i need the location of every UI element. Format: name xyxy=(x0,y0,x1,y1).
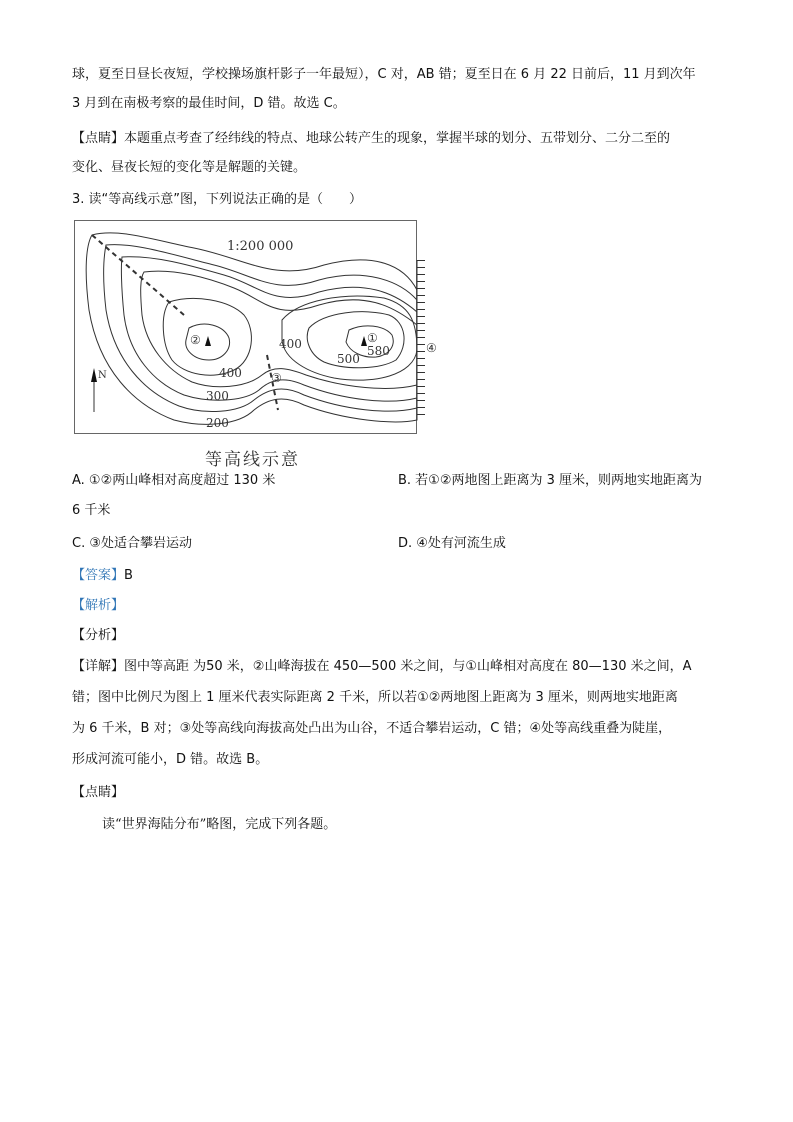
analysis-label: 【解析】 xyxy=(72,598,125,613)
contour-map-figure xyxy=(74,220,440,435)
contour-250 xyxy=(104,245,417,412)
label-point-4: ④ xyxy=(426,341,437,355)
answer-line xyxy=(72,567,133,585)
option-b: B. 若①②两地图上距离为 3 厘米，则两地实地距离为 xyxy=(398,473,703,488)
peak-icon xyxy=(205,336,211,346)
detail-paragraph: 为 6 千米，B 对；③处等高线向海拔高处凸出为山谷，不适合攀岩运动，C 错；④处等高线重叠为陡崖， xyxy=(72,721,672,736)
detail-paragraph: 形成河流可能小，D 错。故选 B。 xyxy=(72,752,269,767)
label-500: 500 xyxy=(337,352,360,366)
tip-paragraph: 【点睛】本题重点考查了经纬线的特点、地球公转产生的现象，掌握半球的划分、五带划分、二分二至的 xyxy=(72,131,671,146)
detail-paragraph: 错；图中比例尺为图上 1 厘米代表实际距离 2 千米，所以若①②两地图上距离为 3 厘米，则两地实地距离 xyxy=(72,690,678,705)
label-300: 300 xyxy=(206,389,229,403)
north-label: N xyxy=(98,370,107,381)
contour-400-left xyxy=(163,298,251,375)
option-b-cont: 6 千米 xyxy=(72,503,111,518)
question-stem: 3. 读“等高线示意”图，下列说法正确的是（ ） xyxy=(72,192,363,207)
label-peak-2: ② xyxy=(190,333,201,347)
label-peak-1: ① xyxy=(367,331,378,345)
answer-label: 【答案】 xyxy=(72,568,125,583)
option-d: D. ④处有河流生成 xyxy=(398,536,506,551)
label-200: 200 xyxy=(206,416,229,430)
detail-paragraph: 【详解】图中等高距 为50 米，②山峰海拔在 450—500 米之间，与①山峰相对高度在 80—130 米之间，A xyxy=(72,659,692,674)
map-scale: 1:200 000 xyxy=(227,239,294,254)
label-400-right: 400 xyxy=(279,337,302,351)
label-400-left: 400 xyxy=(219,366,242,380)
fenxi-label: 【分析】 xyxy=(72,628,125,643)
text-line: 球，夏至日昼长夜短，学校操场旗杆影子一年最短），C 对，AB 错；夏至日在 6 月 22 日前后，11 月到次年 xyxy=(72,67,696,82)
answer-value: B xyxy=(124,568,133,583)
tip-paragraph: 变化、昼夜长短的变化等是解题的关键。 xyxy=(72,160,307,175)
label-point-3: ③ xyxy=(271,371,282,385)
text-line: 3 月到在南极考察的最佳时间，D 错。故选 C。 xyxy=(72,96,346,111)
label-580: 580 xyxy=(367,344,390,358)
option-c: C. ③处适合攀岩运动 xyxy=(72,536,192,551)
contour-200 xyxy=(86,233,417,424)
figure-caption: 等高线示意 xyxy=(205,450,300,470)
tip-label: 【点睛】 xyxy=(72,785,125,800)
next-question-intro: 读“世界海陆分布”略图，完成下列各题。 xyxy=(102,817,337,832)
option-a: A. ①②两山峰相对高度超过 130 米 xyxy=(72,473,276,488)
